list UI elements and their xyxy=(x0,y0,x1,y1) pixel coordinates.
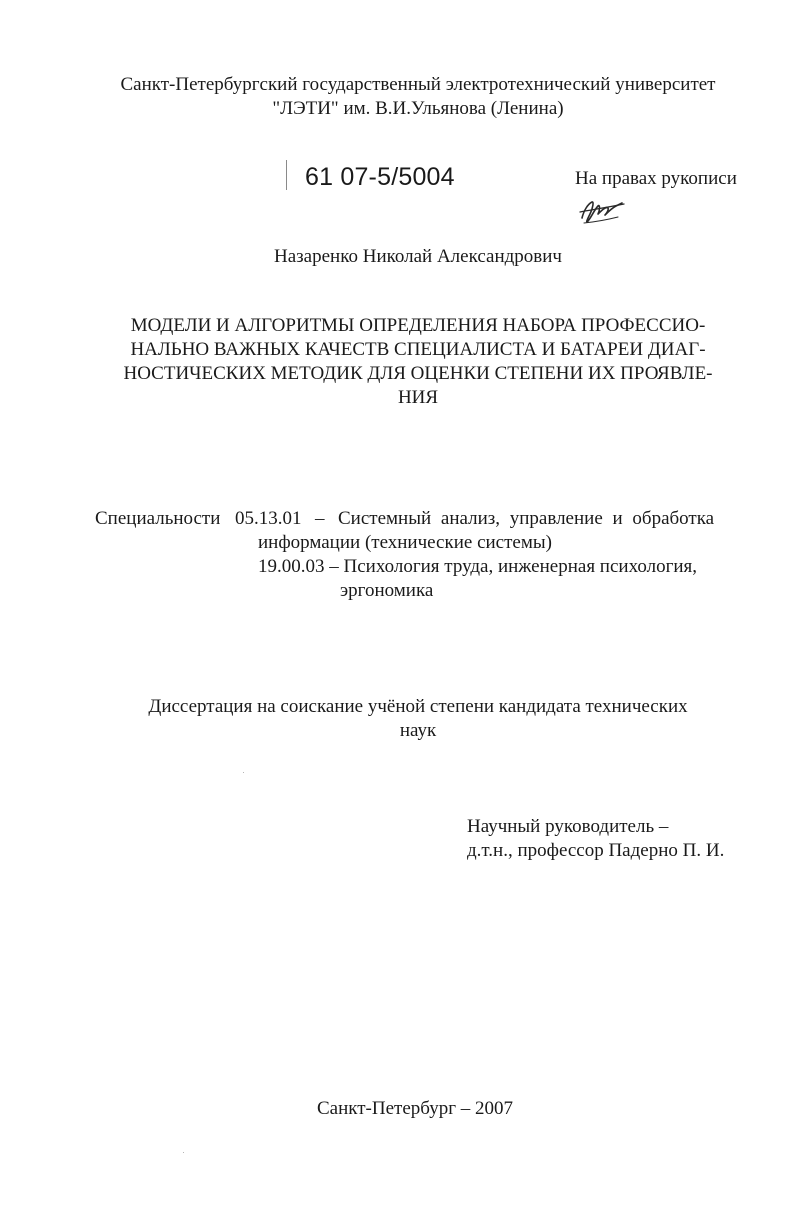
university-header xyxy=(0,74,796,122)
advisor-role: Научный руководитель – xyxy=(467,816,669,837)
university-line-1: Санкт-Петербургский государственный электротехнический университет xyxy=(120,74,716,95)
specialty-name: Системный анализ, управление и обработка xyxy=(338,508,715,529)
specialty-dash: – xyxy=(315,508,325,529)
degree-statement xyxy=(0,696,796,744)
university-line-2: "ЛЭТИ" им. В.И.Ульянова (Ленина) xyxy=(272,98,564,119)
author-name: Назаренко Николай Александрович xyxy=(274,246,562,267)
scientific-advisor xyxy=(467,816,724,864)
scan-speck xyxy=(243,772,244,773)
stamp-divider xyxy=(286,160,287,190)
dissertation-title xyxy=(60,315,776,411)
title-line: НАЛЬНО ВАЖНЫХ КАЧЕСТВ СПЕЦИАЛИСТА И БАТАРЕИ ДИАГ- xyxy=(130,339,706,360)
city-and-year: Санкт-Петербург – 2007 xyxy=(316,1098,513,1119)
specialty-code: 05.13.01 xyxy=(235,508,302,529)
title-line: МОДЕЛИ И АЛГОРИТМЫ ОПРЕДЕЛЕНИЯ НАБОРА ПРОФЕССИО- xyxy=(130,315,706,336)
library-stamp-number: 61 07-5/5004 xyxy=(305,163,455,191)
degree-line-2: наук xyxy=(399,720,437,741)
scan-speck xyxy=(183,1152,184,1153)
specialty-name-continued: информации (технические системы) xyxy=(258,532,552,553)
degree-line-1: Диссертация на соискание учёной степени кандидата технических xyxy=(148,696,688,717)
title-line: НОСТИЧЕСКИХ МЕТОДИК ДЛЯ ОЦЕНКИ СТЕПЕНИ ИХ ПРОЯВЛЕ- xyxy=(123,363,713,384)
handwritten-signature xyxy=(578,196,626,226)
specialty-name-continued: эргономика xyxy=(340,580,434,601)
title-line: НИЯ xyxy=(397,387,439,408)
specialty-entry: 19.00.03 – Психология труда, инженерная психология, xyxy=(258,556,698,577)
manuscript-rights-label: На правах рукописи xyxy=(575,168,737,189)
advisor-name: д.т.н., профессор Падерно П. И. xyxy=(467,840,725,861)
specialties-label: Специальности xyxy=(95,508,221,529)
